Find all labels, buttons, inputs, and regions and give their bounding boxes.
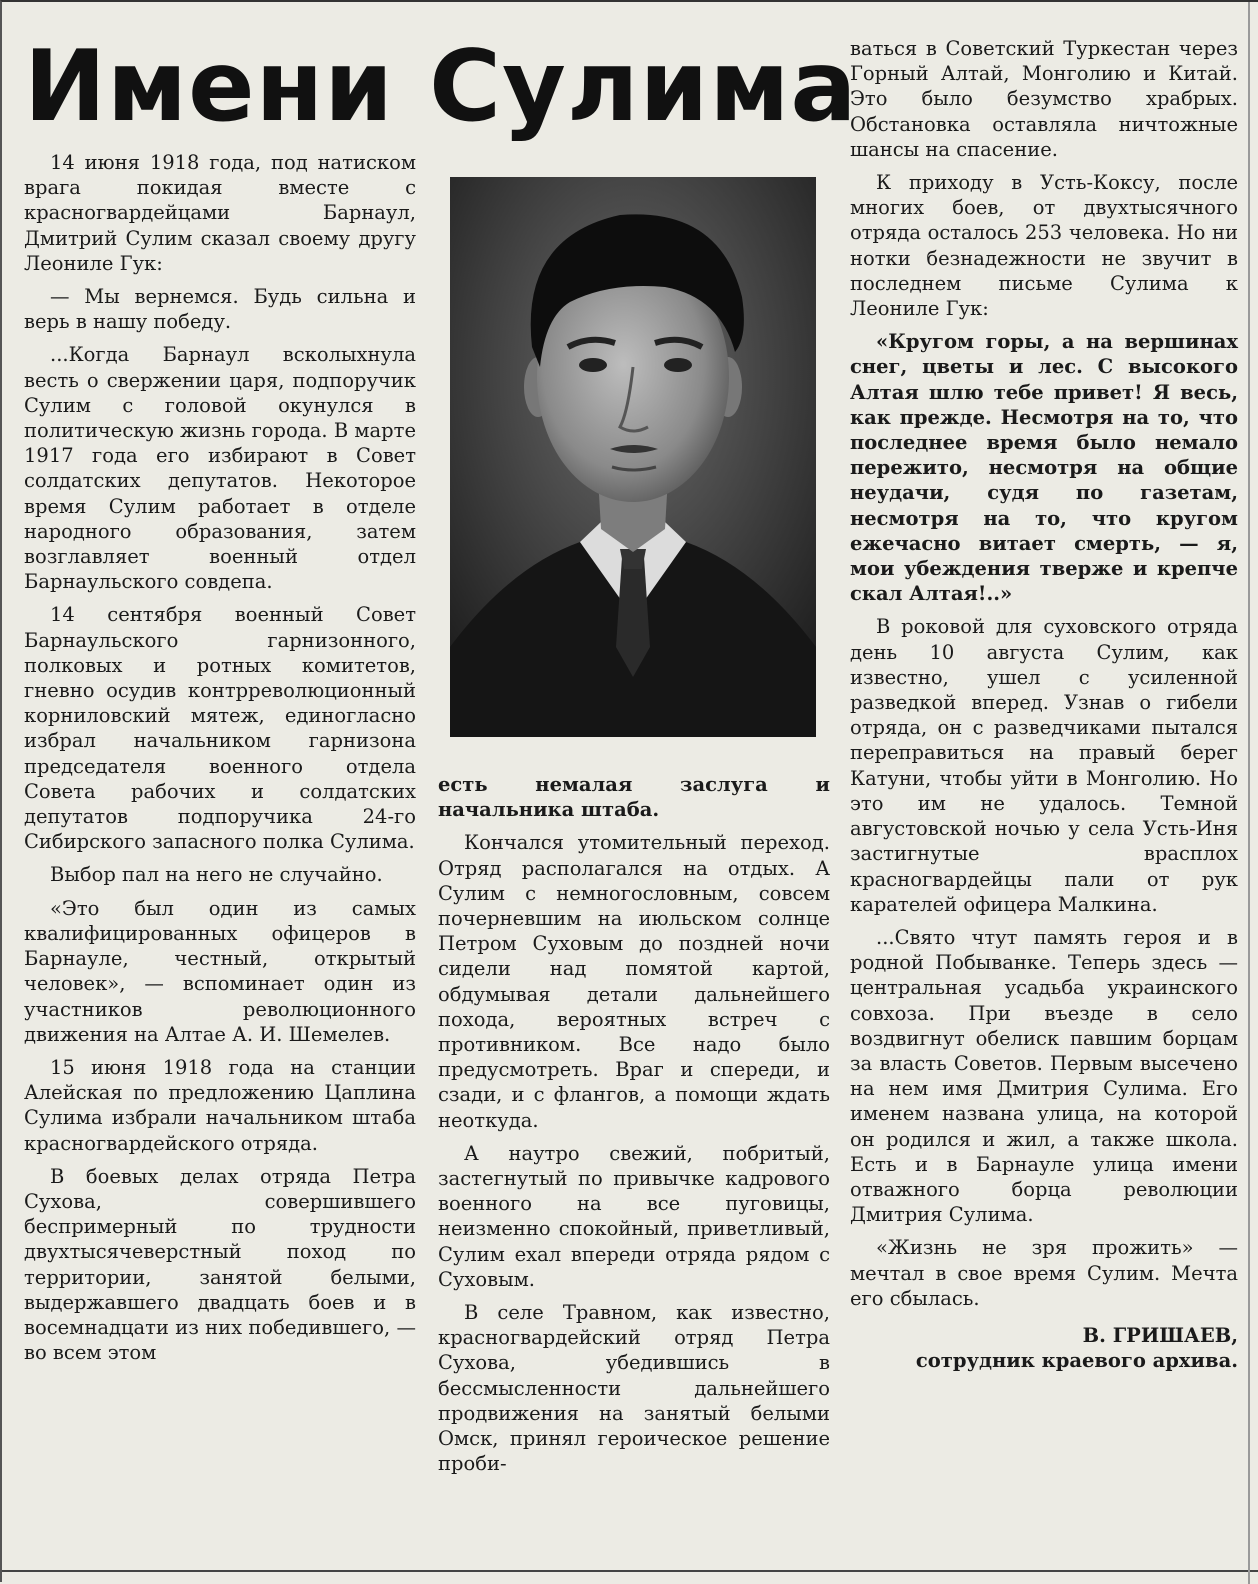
paragraph: Кончался утомительный переход. Отряд располагался на отдых. А Сулим с немногословным, совсем почерневшим на июльском солнце Петром Суховым до поздней ночи сидели над помятой картой, обдумывая детали дальнейшего похода, вероятных встреч с противником. Все надо было предусмотреть. Враг и спереди, и сзади, и с флангов, а помощи ждать неоткуда. (438, 831, 830, 1132)
bottom-rule (2, 1570, 1258, 1572)
paragraph: В боевых делах отряда Петра Сухова, совершившего беспримерный по трудности двухтысячеверстный поход по территории, занятой белыми, выдержавшего двадцать боев и в восемнадцати из них победившего, — во всем этом (24, 1164, 416, 1365)
paragraph: А наутро свежий, побритый, застегнутый по привычке кадрового военного на все пуговицы, неизменно спокойный, приветливый, Сулим ехал впереди отряда рядом с Суховым. (438, 1141, 830, 1291)
paragraph: 14 сентября военный Совет Барнаульского гарнизонного, полковых и ротных комитетов, гневно осудив контрреволюционный корниловский мятеж, единогласно избрал начальником гарнизона председателя военного отдела Совета рабочих и солдатских депутатов подпоручика 24-го Сибирского запасного полка Сулима. (24, 603, 416, 854)
headline: Имени Сулима (24, 30, 858, 144)
column-right (850, 36, 1238, 1373)
column-left (24, 150, 416, 1373)
quote-paragraph: «Это был один из самых квалифицированных офицеров в Барнауле, честный, открытый человек», — вспоминает один из участников революционного движения на Алтае А. И. Шемелев. (24, 896, 416, 1046)
paragraph: 15 июня 1918 года на станции Алейская по предложению Цаплина Сулима избрали начальником штаба красногвардейского отряда. (24, 1055, 416, 1155)
portrait-photo (450, 177, 816, 737)
paragraph: В селе Травном, как известно, красногвардейский отряд Петра Сухова, убедившись в бессмысленности дальнейшего продвижения на занятый белыми Омск, принял героическое решение проби- (438, 1301, 830, 1476)
paragraph: 14 июня 1918 года, под натиском врага покидая вместе с красногвардейцами Барнаул, Дмитрий Сулим сказал своему другу Леониле Гук: (24, 151, 416, 275)
paragraph: ...Свято чтут память героя и в родной Побыванке. Теперь здесь — центральная усадьба украинского совхоза. При въезде в село воздвигнут обелиск павшим борцам за власть Советов. Первым высечено на нем имя Дмитрия Сулима. Его именем названа улица, на которой он родился и жил, а также школа. Есть и в Барнауле улица имени отважного борца революции Дмитрия Сулима. (850, 925, 1238, 1227)
column-middle (438, 772, 830, 1484)
paragraph: К приходу в Усть-Коксу, после многих боев, от двухтысячного отряда осталось 253 человека. Но ни нотки безнадежности не звучит в последнем письме Сулима к Леониле Гук: (850, 171, 1238, 321)
portrait-illustration (450, 177, 816, 737)
right-rule (1248, 2, 1250, 1584)
author-signature (850, 1323, 1238, 1373)
author-title: сотрудник краевого архива. (915, 1349, 1238, 1373)
author-name: В. ГРИШАЕВ, (1082, 1323, 1238, 1347)
paragraph: ваться в Советский Туркестан через Горный Алтай, Монголию и Китай. Это было безумство храбрых. Обстановка оставляла ничтожные шансы на спасение. (850, 37, 1238, 161)
paragraph: — Мы вернемся. Будь сильна и верь в нашу победу. (24, 285, 416, 334)
paragraph: В роковой для суховского отряда день 10 августа Сулим, как известно, ушел с усиленной разведкой вперед. Узнав о гибели отряда, он с разведчиками пытался переправиться на правый берег Катуни, чтобы уйти в Монголию. Но это им не удалось. Темной августовской ночью у села Усть-Иня застигнутые врасплох красногвардейцы пали от рук карателей офицера Малкина. (850, 615, 1238, 916)
paragraph: есть немалая заслуга и начальника штаба. (438, 773, 830, 822)
paragraph: Выбор пал на него не случайно. (50, 863, 383, 887)
paragraph: «Жизнь не зря прожить» — мечтал в свое время Сулим. Мечта его сбылась. (850, 1236, 1238, 1310)
letter-quote: «Кругом горы, а на вершинах снег, цветы и лес. С высокого Алтая шлю тебе привет! Я весь, как прежде. Несмотря на то, что последнее время было немало пережито, несмотря на общие неудачи, судя по газетам, несмотря на то, что кругом ежечасно витает смерть, — я, мои убеждения тверже и крепче скал Алтая!..» (850, 330, 1238, 606)
paragraph: ...Когда Барнаул всколыхнула весть о свержении царя, подпоручик Сулим с головой окунулся в политическую жизнь города. В марте 1917 года его избирают в Совет солдатских депутатов. Некоторое время Сулим работает в отделе народного образования, затем возглавляет военный отдел Барнаульского совдепа. (24, 343, 416, 594)
